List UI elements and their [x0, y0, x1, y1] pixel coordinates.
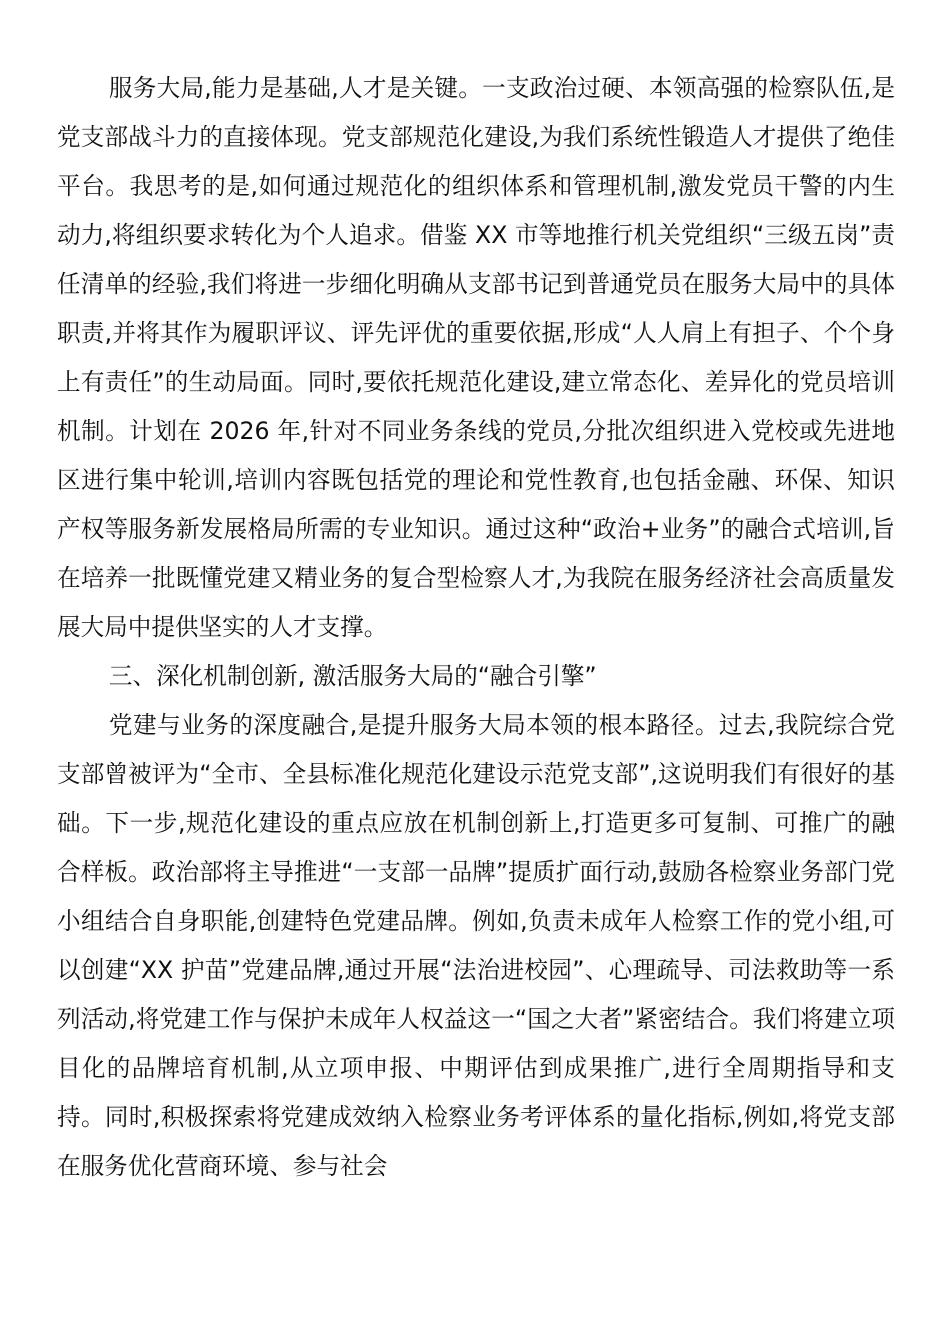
document-page: [57, 64, 895, 1191]
paragraph-talent-building: 服务大局,能力是基础,人才是关键。一支政治过硬、本领高强的检察队伍,是党支部战斗力的直接体现。党支部规范化建设,为我们系统性锻造人才提供了绝佳平台。我思考的是,如何通过规范化的组织体系和管理机制,激发党员干警的内生动力,将组织要求转化为个人追求。借鉴 XX 市等地推行机关党组织“三级五岗”责任清单的经验,我们将进一步细化明确从支部书记到普通党员在服务大局中的具体职责,并将其作为履职评议、评先评优的重要依据,形成“人人肩上有担子、个个身上有责任”的生动局面。同时,要依托规范化建设,建立常态化、差异化的党员培训机制。计划在 2026 年,针对不同业务条线的党员,分批次组织进入党校或先进地区进行集中轮训,培训内容既包括党的理论和党性教育,也包括金融、环保、知识产权等服务新发展格局所需的专业知识。通过这种“政治+业务”的融合式培训,旨在培养一批既懂党建又精业务的复合型检察人才,为我院在服务经济社会高质量发展大局中提供坚实的人才支撑。: [57, 74, 895, 641]
paragraph-mechanism-innovation: 党建与业务的深度融合,是提升服务大局本领的根本路径。过去,我院综合党支部曾被评为“全市、全县标准化规范化建设示范党支部”,这说明我们有很好的基础。下一步,规范化建设的重点应放在机制创新上,打造更多可复制、可推广的融合样板。政治部将主导推进“一支部一品牌”提质扩面行动,鼓励各检察业务部门党小组结合自身职能,创建特色党建品牌。例如,负责未成年人检察工作的党小组,可以创建“XX 护苗”党建品牌,通过开展“法治进校园”、心理疏导、司法救助等一系列活动,将党建工作与保护未成年人权益这一“国之大者”紧密结合。我们将建立项目化的品牌培育机制,从立项申报、中期评估到成果推广,进行全周期指导和支持。同时,积极探索将党建成效纳入检察业务考评体系的量化指标,例如,将党支部在服务优化营商环境、参与社会: [57, 711, 895, 1180]
section-heading-three: 三、深化机制创新, 激活服务大局的“融合引擎”: [108, 662, 597, 690]
